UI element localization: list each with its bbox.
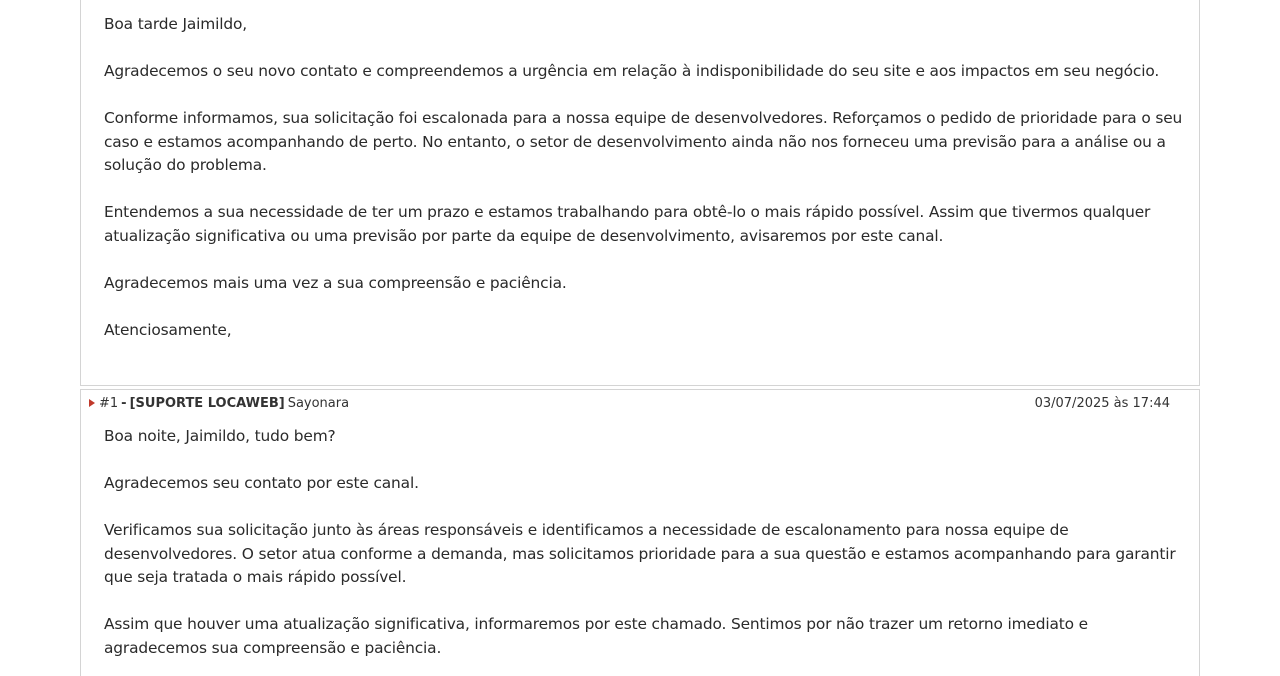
message-card xyxy=(80,389,1200,676)
message-paragraph: Atenciosamente, xyxy=(104,320,232,339)
message-paragraph: Entendemos a sua necessidade de ter um prazo e estamos trabalhando para obtê-lo o mais rápido possível. Assim que tivermos qualquer atualização significativa ou uma previsão por parte da equipe de desenvolvimento, avisaremos por este canal. xyxy=(104,203,1151,245)
message-paragraph: Conforme informamos, sua solicitação foi escalonada para a nossa equipe de desenvolvedores. Reforçamos o pedido de prioridade para o seu caso e estamos acompanhando de perto. No entanto, o setor de desenvolvimento ainda não nos forneceu uma previsão para a análise ou a solução do problema. xyxy=(104,109,1183,174)
message-header[interactable] xyxy=(89,395,1170,413)
agent-tag: [SUPORTE LOCAWEB] xyxy=(129,396,285,411)
message-paragraph: Assim que houver uma atualização significativa, informaremos por este chamado. Sentimos por não trazer um retorno imediato e agradecemos sua compreensão e paciência. xyxy=(104,615,1088,657)
message-body xyxy=(104,425,1189,676)
author-name: Sayonara xyxy=(287,396,350,411)
message-paragraph: Agradecemos o seu novo contato e compreendemos a urgência em relação à indisponibilidade do seu site e aos impactos em seu negócio. xyxy=(104,62,1160,80)
message-date: 03/07/2025 às 17:44 xyxy=(1034,396,1170,411)
message-paragraph: Agradecemos seu contato por este canal. xyxy=(104,474,419,492)
message-paragraph: Boa tarde Jaimildo, xyxy=(104,15,247,33)
header-separator: - xyxy=(121,396,127,411)
message-card xyxy=(80,0,1200,386)
message-paragraph: Agradecemos mais uma vez a sua compreensão e paciência. xyxy=(104,273,567,292)
message-paragraph: Boa noite, Jaimildo, tudo bem? xyxy=(104,427,336,445)
message-body xyxy=(104,13,1189,366)
message-paragraph: Verificamos sua solicitação junto às áreas responsáveis e identificamos a necessidade de escalonamento para nossa equipe de desenvolvedores. O setor atua conforme a demanda, mas solicitamos prioridade para a sua questão e estamos acompanhando para garantir que seja tratada o mais rápido possível. xyxy=(104,521,1176,586)
caret-right-icon[interactable] xyxy=(89,399,95,407)
message-number: #1 xyxy=(99,396,119,411)
